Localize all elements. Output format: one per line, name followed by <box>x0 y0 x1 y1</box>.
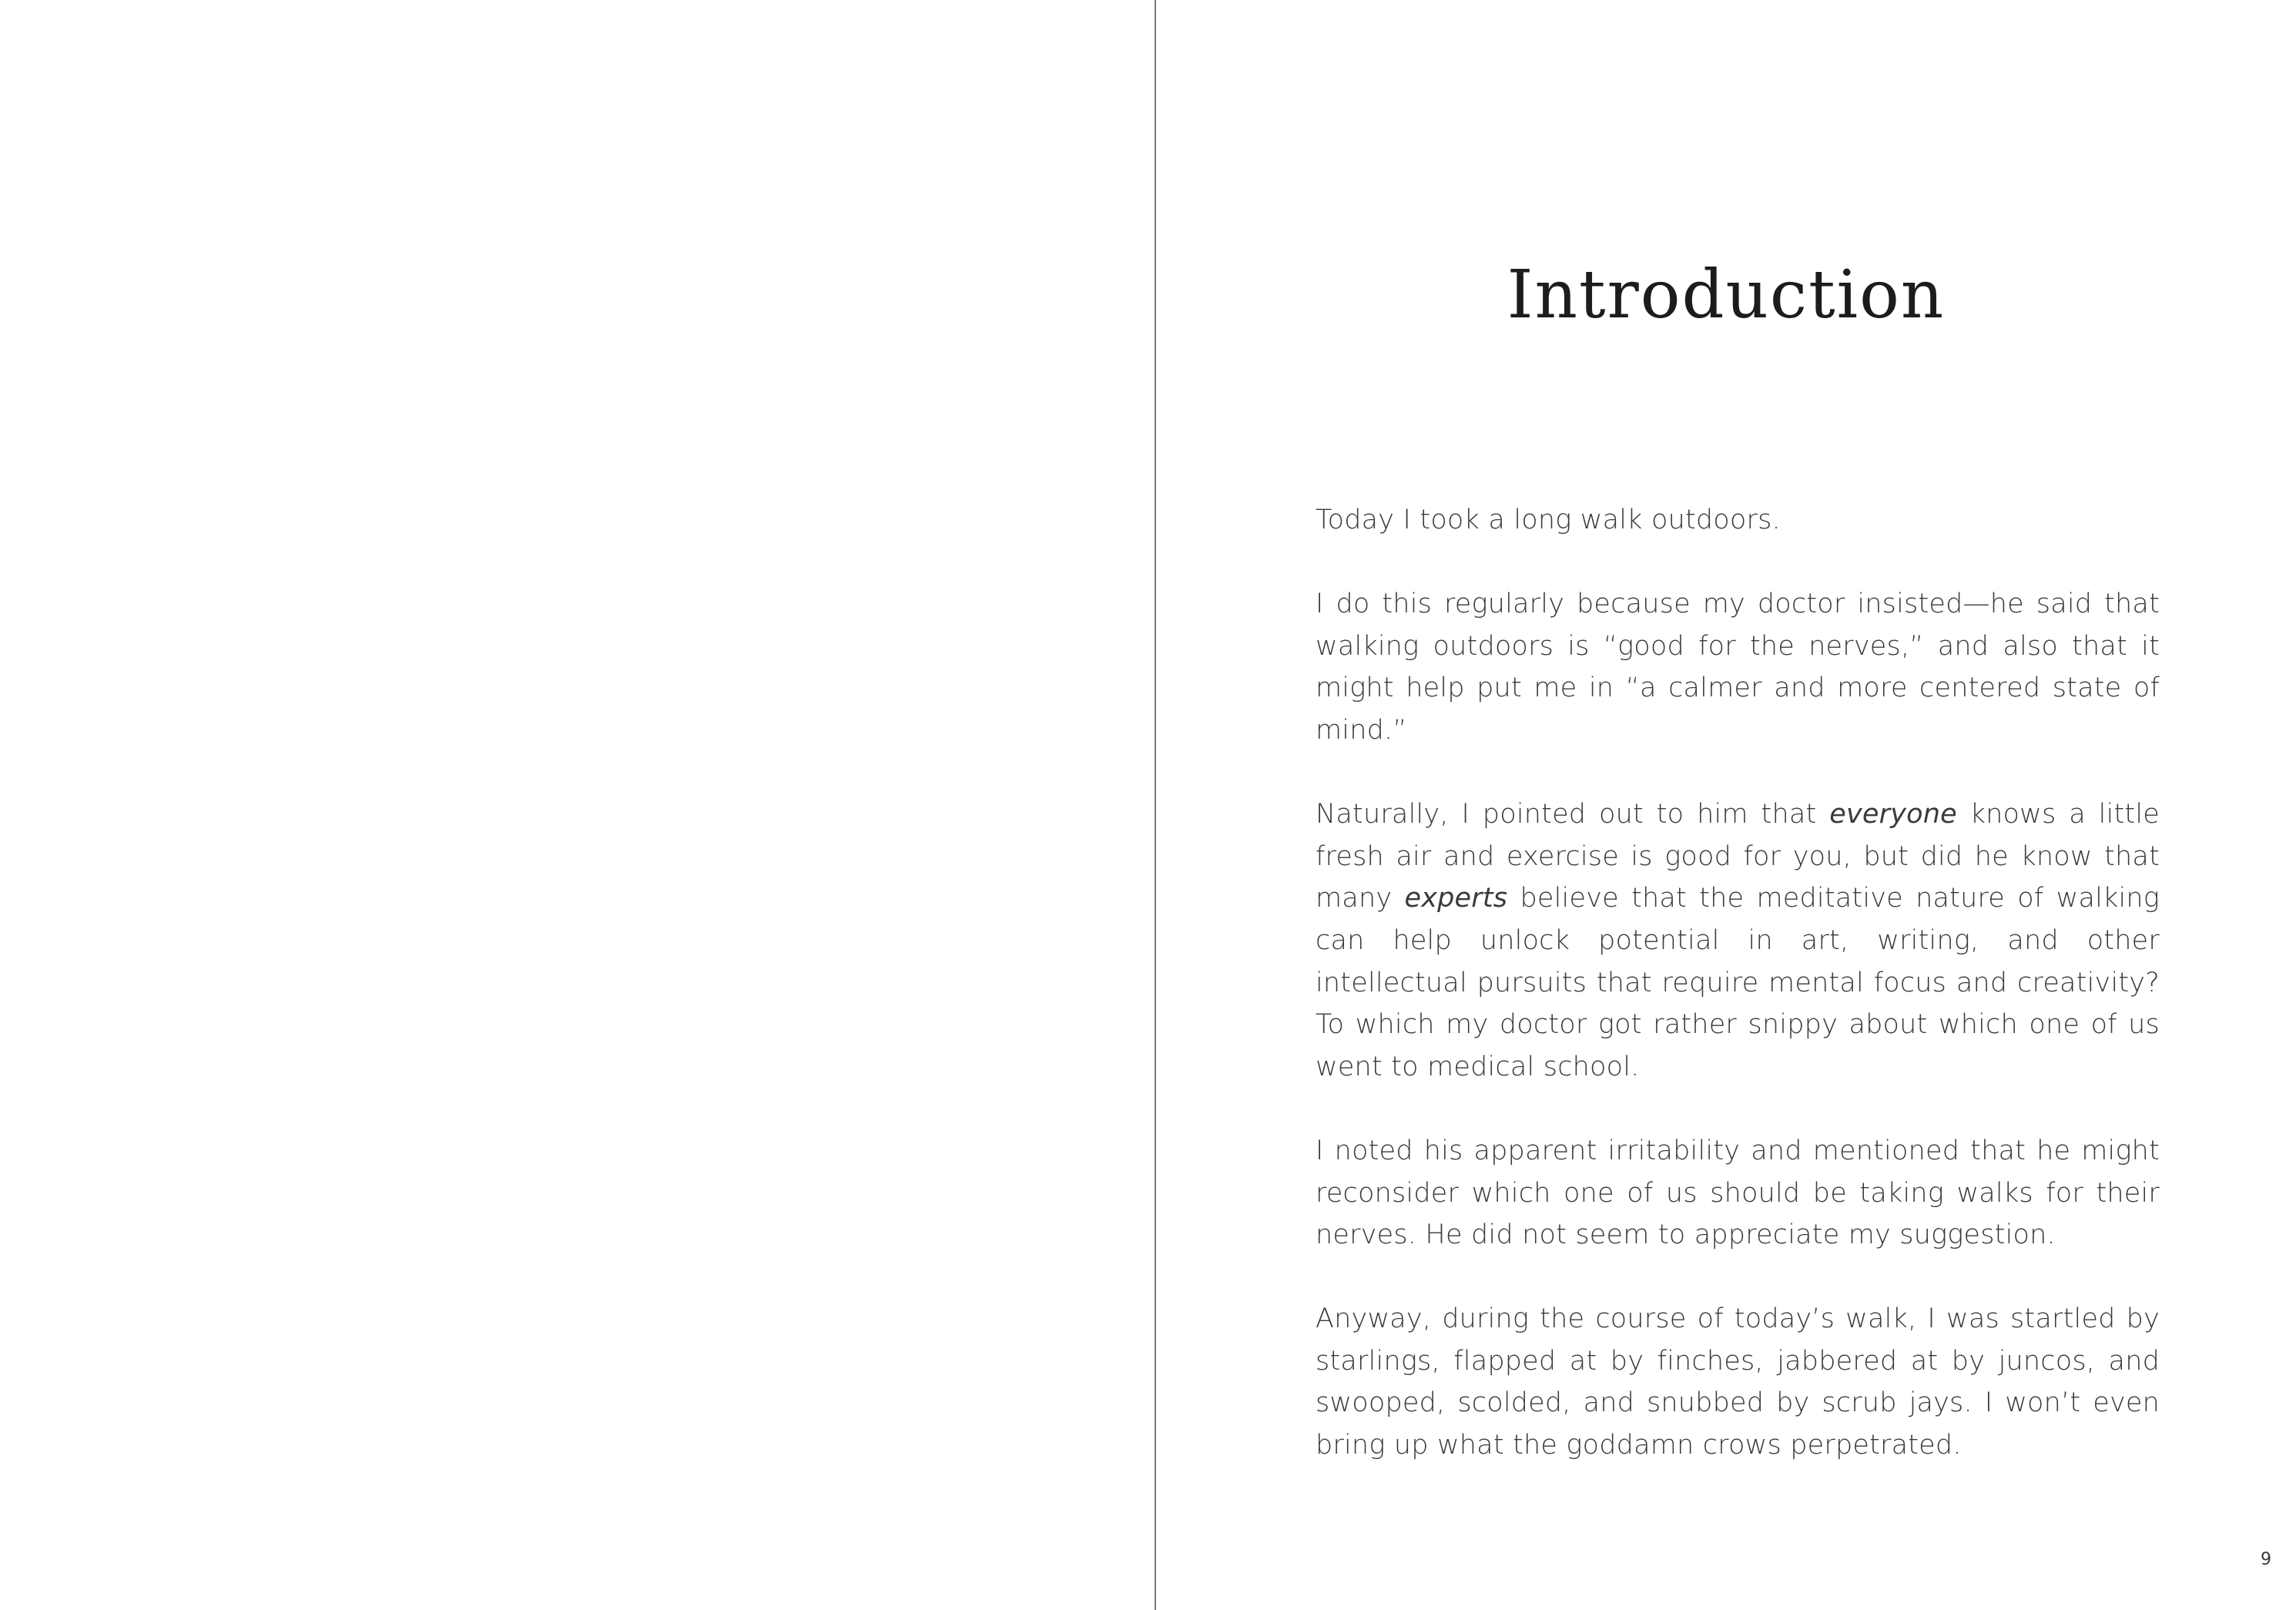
chapter-title: Introduction <box>1507 257 1946 334</box>
paragraph-3-text-a: Naturally, I pointed out to him that <box>1316 799 1830 830</box>
right-page <box>1156 0 2296 1610</box>
body-text <box>1316 499 2160 1467</box>
page-number: 9 <box>2261 1550 2271 1569</box>
paragraph-4: I noted his apparent irritability and mentioned that he might reconsider which one of us should be taking walks for their nerves. He did not seem to appreciate my suggestion. <box>1316 1135 2160 1251</box>
paragraph-3-emphasis-experts: experts <box>1404 883 1508 914</box>
paragraph-3 <box>1316 793 2160 1088</box>
paragraph-3-text-e: believe that the meditative nature of walking can help unlock potential in art, writing, and other intellectual pursuits that require mental focus and creativity? To which my doctor got rather snippy about which one of us went to medical school. <box>1316 883 2160 1082</box>
paragraph-1: Today I took a long walk outdoors. <box>1316 505 1781 535</box>
paragraph-5: Anyway, during the course of today’s walk, I was startled by starlings, flapped at by finches, jabbered at by juncos, and swooped, scolded, and snubbed by scrub jays. I won’t even bring up what the goddamn crows perpetrated. <box>1316 1303 2160 1461</box>
paragraph-3-emphasis-everyone: everyone <box>1829 799 1957 830</box>
paragraph-3-text-c: knows a little fresh air and exercise is good for you, but did he know that many <box>1316 799 2160 914</box>
paragraph-2: I do this regularly because my doctor insisted—he said that walking outdoors is “good for the nerves,” and also that it might help put me in “a calmer and more centered state of mind.” <box>1316 589 2160 746</box>
